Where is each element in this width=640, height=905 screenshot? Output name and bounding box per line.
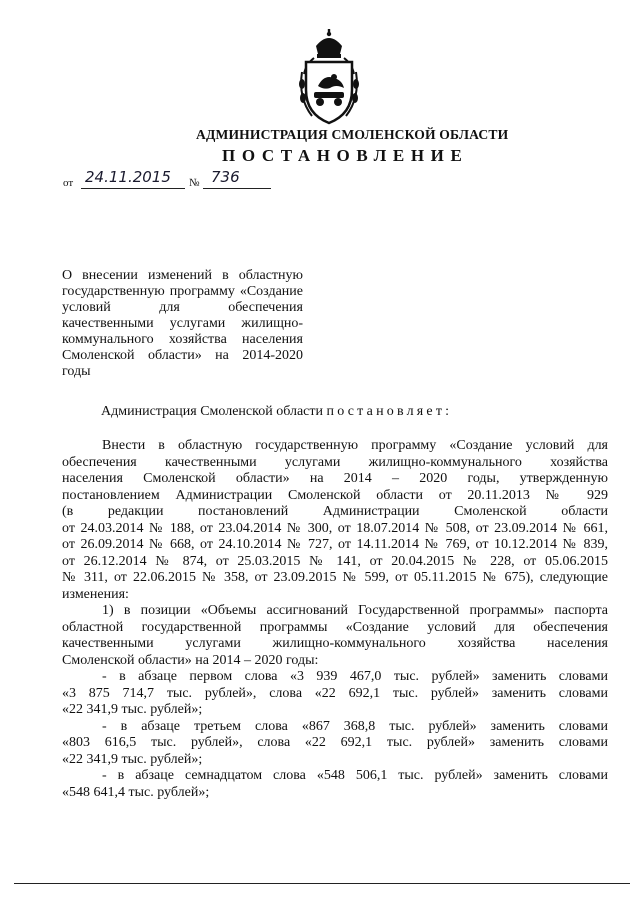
text-line: изменения:: [62, 586, 129, 602]
text-line: «22 341,9 тыс. рублей»;: [62, 702, 203, 717]
number-underline: [203, 188, 271, 189]
smolensk-coat-of-arms-icon: [294, 28, 364, 126]
item-1: [62, 603, 608, 669]
text-line: № 311, от 22.06.2015 № 358, от 23.09.2015 № 599, от 05.11.2015 № 675), следующие: [62, 570, 608, 585]
text-line: обеспечения качественными услугами жилищно-коммунального хозяйства: [62, 454, 608, 470]
paragraph-1: [62, 438, 608, 603]
subitem-1: [62, 669, 608, 719]
handwritten-date: 24.11.2015: [85, 168, 171, 186]
text-line: 1) в позиции «Объемы ассигнований Государственной программы» паспорта: [102, 603, 608, 618]
page-bottom-rule: [14, 883, 630, 884]
document-body: [62, 438, 608, 801]
text-line: Внести в областную государственную программу «Создание условий для: [102, 438, 608, 453]
text-line: качественными услугами жилищно-коммунального хозяйства населения: [62, 636, 608, 651]
preamble: [101, 404, 452, 420]
text-line: от 26.12.2014 № 874, от 25.03.2015 № 141, от 20.04.2015 № 228, от 05.06.2015: [62, 553, 608, 569]
text-line: «548 641,4 тыс. рублей»;: [62, 784, 210, 800]
text-line: от 26.09.2014 № 668, от 24.10.2014 № 727, от 14.11.2014 № 769, от 10.12.2014 № 839,: [62, 537, 608, 552]
text-line: Смоленской области» на 2014 – 2020 годы:: [62, 652, 319, 668]
subitem-3: [62, 768, 608, 801]
text-line: «22 341,9 тыс. рублей»;: [62, 751, 203, 767]
text-line: (в редакции постановлений Администрации Смоленской области: [62, 504, 608, 519]
document-subject: О внесении изменений в областную государственную программу «Создание условий для обеспечения качественными услугами жилищно-коммунального хозяйства населения Смоленской области» на 2014-2020 годы: [62, 268, 303, 379]
date-underline: [81, 188, 185, 189]
text-line: населения Смоленской области» на 2014 – 2020 годы, утвержденную: [62, 471, 608, 486]
date-number-line: [63, 168, 303, 192]
preamble-text: Администрация Смоленской области: [101, 404, 327, 419]
text-line: «803 616,5 тыс. рублей», слова «22 692,1 тыс. рублей» заменить словами: [62, 735, 608, 750]
document-type-title: ПОСТАНОВЛЕНИЕ: [222, 146, 469, 165]
text-line: - в абзаце семнадцатом слова «548 506,1 тыс. рублей» заменить словами: [102, 768, 608, 783]
text-line: - в абзаце третьем слова «867 368,8 тыс. рублей» заменить словами: [102, 718, 608, 734]
subitem-2: [62, 719, 608, 769]
text-line: от 24.03.2014 № 188, от 23.04.2014 № 300, от 18.07.2014 № 508, от 23.09.2014 № 661,: [62, 520, 608, 536]
handwritten-number: 736: [211, 168, 240, 186]
number-label: №: [189, 177, 200, 189]
organization-title: АДМИНИСТРАЦИЯ СМОЛЕНСКОЙ ОБЛАСТИ: [196, 127, 509, 142]
date-label: от: [63, 177, 74, 189]
text-line: постановлением Администрации Смоленской области от 20.11.2013 № 929: [62, 487, 608, 503]
preamble-spaced-word: постановляет:: [326, 404, 453, 419]
text-line: «3 875 714,7 тыс. рублей», слова «22 692,1 тыс. рублей» заменить словами: [62, 685, 608, 701]
text-line: - в абзаце первом слова «3 939 467,0 тыс. рублей» заменить словами: [102, 669, 608, 684]
text-line: областной государственной программы «Создание условий для обеспечения: [62, 619, 608, 635]
